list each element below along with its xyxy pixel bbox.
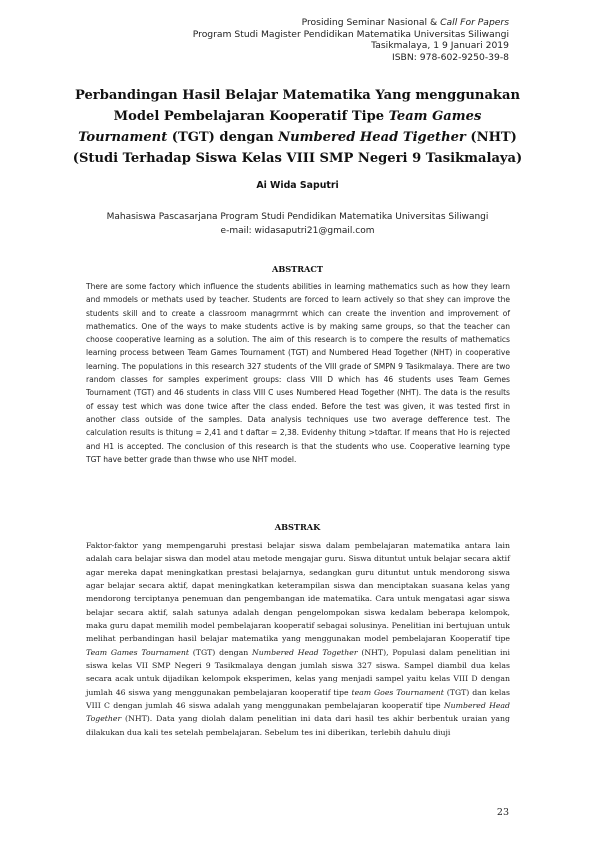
affiliation-line: Mahasiswa Pascasarjana Program Studi Pendidikan Matematika Universitas Siliwangi (106, 212, 489, 222)
title-line-2-text: Model Pembelajaran Kooperatif Tipe (113, 109, 389, 124)
title-line-3-italic-b: Numbered Head Tigether (278, 130, 466, 145)
title-line-2 (60, 106, 535, 127)
header-line-3: Tasikmalaya, 1 9 Januari 2019 (371, 40, 509, 52)
abstrak-italic-1: Team Games Tournament (86, 647, 189, 657)
title-line-3 (60, 127, 535, 148)
title-line-1: Perbandingan Hasil Belajar Matematika Yang menggunakan (74, 88, 520, 103)
header-line-1-text: Prosiding Seminar Nasional & (301, 17, 441, 28)
abstrak-text-3: (NHT), Populasi dalam penelitian ini siswa kelas VII SMP Negeri 9 Tasikmalaya dengan jumlah siswa 327 siswa. Sampel diambil dua kelas secara acak untuk dijadikan kelompok eksperimen, kelas yang menjadi sampel yaitu kelas VIII D dengan jumlah 46 siswa yang menggunakan pembelajaran kooperatif tipe (86, 647, 510, 697)
abstrak-text-5: (NHT). Data yang diolah dalam penelitian ini data dari hasil tes akhir berbentuk uraian yang dilakukan dua kali tes setelah pembelajaran. Sebelum tes ini diberikan, terlebih dahulu diuji (86, 714, 510, 737)
author-affiliation (0, 210, 595, 238)
header-line-1 (193, 17, 509, 29)
abstract-heading: ABSTRACT (271, 264, 324, 274)
abstract-body: There are some factory which influence the students abilities in learning mathematics such as how they learn and mmodels or methats used by teacher. Students are forced to learn actively so that shey can improve the students skill and to create a classroom managrmrnt which can create the invention and improvement of mathematics. One of the ways to make students active is by making same groups, so that the teacher can choose cooperative learning as a solution. The aim of this research is to compere the results of mathematics learning process between Team Games Tournament (TGT) and Numbered Head Together (NHT) in cooperative learning. The populations in this research 327 students of the VIII grade of SMPN 9 Tasikmalaya. There are two random classes for samples experiment groups: class VIII D which has 46 students uses Team Gemes Tournament (TGT) and 46 students in class VIII C uses Numbered Head Together (NHT). The data is the results of essay test which was done twice after the class ended. Before the test was given, it was tested first in another class outside of the samples. Data analysis techniques use two average defference test. The calculation results is thitung = 2,41 and t daftar = 2,38. Evidenhy thitung >tdaftar. If means that Ho is rejected and H1 is accepted. The conclusion of this research is that the students who use. Cooperative learning type TGT have better grade than thwse who use NHT model. (86, 282, 510, 464)
title-line-4: (Studi Terhadap Siswa Kelas VIII SMP Negeri 9 Tasikmalaya) (72, 151, 523, 166)
title-line-2-italic: Team Games (388, 109, 482, 124)
author-email: e-mail: widasaputri21@gmail.com (220, 226, 375, 236)
header-isbn: ISBN: 978-602-9250-39-8 (392, 51, 509, 63)
abstrak-text-2: (TGT) dengan (188, 647, 252, 657)
abstrak-italic-2: Numbered Head Together (252, 647, 358, 657)
header-line-2: Program Studi Magister Pendidikan Matematika Universitas Siliwangi (192, 28, 509, 40)
header-line-1-italic: Call For Papers (440, 17, 509, 28)
abstrak-italic-4: Numbered Head Together (86, 701, 511, 724)
title-line-3-text-a: (TGT) dengan (167, 130, 279, 145)
abstrak-body (86, 539, 510, 739)
abstrak-heading: ABSTRAK (274, 522, 321, 532)
abstrak-italic-3: team Goes Tournament (351, 687, 444, 697)
page-number: 23 (496, 807, 509, 818)
title-line-3-italic-a: Tournament (78, 130, 168, 145)
abstrak-text-4: (TGT) dan kelas VIII C dengan jumlah 46 siswa adalah yang menggunakan pembelajaran kooperatif tipe (86, 687, 510, 711)
author-name: Ai Wida Saputri (256, 180, 339, 191)
title-line-3-text-b: (NHT) (465, 130, 517, 145)
proceedings-header (193, 17, 509, 63)
paper-title (60, 85, 535, 169)
abstrak-text-1: Faktor-faktor yang mempengaruhi prestasi belajar siswa dalam pembelajaran matematika antara lain adalah cara belajar siswa dan model atau metode mengajar guru. Siswa dituntut untuk belajar secara aktif agar mereka dapat meningkatkan prestasi belajarnya, sedangkan guru dituntut untuk mendorong siswa agar belajar secara aktif, dapat meningkatkan keterampilan siswa dan menciptakan suasana kelas yang mendorong terciptanya penemuan dan pengembangan ide matematika. Cara untuk mengatasi agar siswa belajar secara aktif, salah satunya adalah dengan pengelompokan siswa kedalam beberapa kelompok, maka guru dapat memilih model pembelajaran kooperatif sebagai solusinya. Penelitian ini bertujuan untuk melihat perbandingan hasil belajar matematika yang menggunakan model pembelajaran Kooperatif tipe (86, 541, 510, 644)
